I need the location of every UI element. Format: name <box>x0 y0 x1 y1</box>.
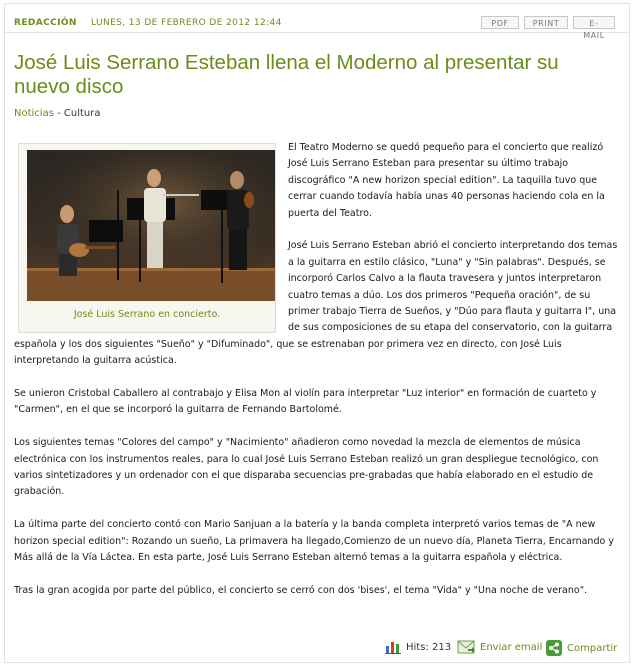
envelope-icon <box>457 640 475 654</box>
article-date: LUNES, 13 DE FEBRERO DE 2012 12:44 <box>91 18 282 28</box>
email-button[interactable]: E-MAIL <box>573 16 615 29</box>
share-icon <box>546 640 562 656</box>
article-tools <box>481 16 615 40</box>
send-email-label: Enviar email <box>480 641 543 653</box>
article-body <box>14 140 620 616</box>
print-button[interactable]: PRINT <box>524 16 568 29</box>
share-label: Compartir <box>567 642 618 654</box>
paragraph-3: Se unieron Cristobal Caballero al contrabajo y Elisa Mon al violín para interpretar "Luz interior" en formación de cuarteto y "Carmen", en el que se incorporó la guitarra de Fernando Bartolomé. <box>14 388 597 416</box>
paragraph-4: Los siguientes temas "Colores del campo" y "Nacimiento" añadieron como novedad la mezcla de elementos de música electrónica con los instrumentos reales, para lo cual José Luis Serrano Esteban realizó un gran despliegue tecnológico, con varios sintetizadores y un ordenador con el que disparaba secuencias pre-grabadas que había elaborado en el estudio de grabación. <box>14 437 599 498</box>
article-container <box>4 3 630 663</box>
pdf-button[interactable]: PDF <box>481 16 519 29</box>
category-link[interactable]: Noticias <box>14 108 54 119</box>
figure-spacer <box>14 140 283 330</box>
paragraph-1: El Teatro Moderno se quedó pequeño para el concierto que realizó José Luis Serrano Esteban para presentar su último trabajo discográfico "A new horizon special edition". La taquilla tuvo que cerrar cuando todavía había unas 40 personas haciendo cola en la puerta del Teatro. <box>288 142 605 219</box>
article-title: José Luis Serrano Esteban llena el Moderno al presentar su nuevo disco <box>14 51 559 98</box>
send-email-link[interactable] <box>457 640 542 654</box>
breadcrumb-separator: - <box>53 108 64 119</box>
breadcrumb <box>14 108 101 119</box>
paragraph-5: La última parte del concierto contó con Mario Sanjuan a la batería y la banda completa interpretó varios temas de "A new horizon special edition": Rozando un sueño, La primavera ha llegado,Comienzo de un nuevo día, Planeta Tierra, Encarnando y Más allá de la Vía Láctea. En esta parte, José Luis Serrano Esteban alternó temas a la guitarra española y eléctrica. <box>14 519 614 564</box>
bar-chart-icon <box>385 640 401 654</box>
paragraph-6: Tras la gran acogida por parte del público, el concierto se cerró con dos 'bises', el tema "Vida" y "Una noche de verano". <box>14 584 588 596</box>
paragraph-2: José Luis Serrano Esteban abrió el concierto interpretando dos temas a la guitarra en estilo clásico, "Luna" y "Sin palabras". Después, se incorporó Carlos Calvo a la flauta travesera y juntos interpretaron cuatro temas a dúo. Los dos primeros "Pequeña oración", de su primer trabajo Tierra de Sueños, y "Dúo para flauta y guitarra I", una de sus composiciones de su etapa del conservatorio, con la guitarra española y los dos siguientes "Sueño" y "Difuminado", que se estrenaban por primera vez en directo, con José Luis interpretando la guitarra acústica. <box>14 240 618 367</box>
share-link[interactable] <box>546 640 617 656</box>
article-author: REDACCIÓN <box>14 18 77 28</box>
hits-counter <box>385 640 451 654</box>
article-footer <box>5 638 629 658</box>
article-meta-bar <box>5 4 629 40</box>
subcategory-label: Cultura <box>63 108 101 119</box>
hits-label: Hits: 213 <box>406 641 452 653</box>
image-caption: José Luis Serrano en concierto. <box>73 309 221 320</box>
